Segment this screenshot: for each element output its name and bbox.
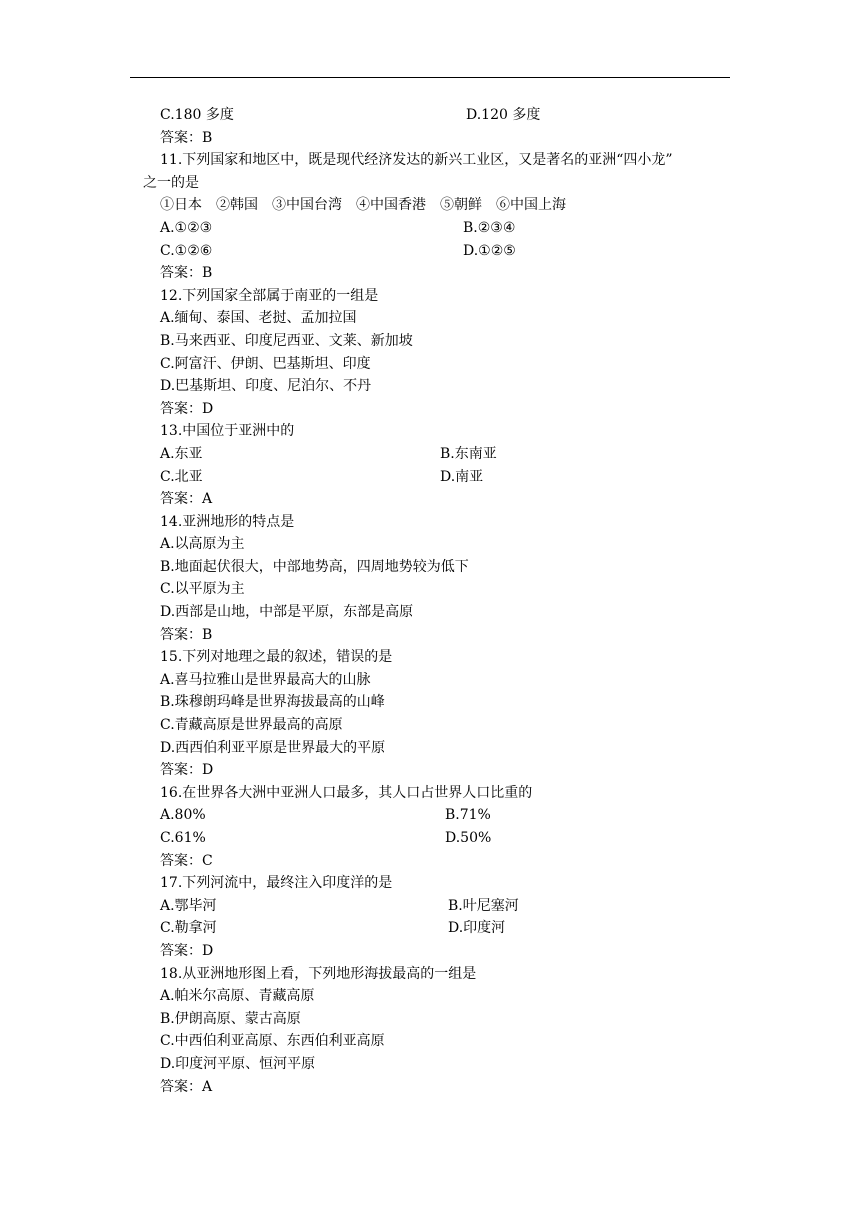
option-d: D.西西伯利亚平原是世界最大的平原 bbox=[160, 739, 386, 756]
option-a: A.80% bbox=[160, 807, 206, 824]
option-row bbox=[0, 895, 860, 918]
answer-line: 答案：B bbox=[160, 129, 213, 146]
option-b: B.马来西亚、印度尼西亚、文莱、新加坡 bbox=[160, 332, 413, 349]
question-stem: 14.亚洲地形的特点是 bbox=[160, 513, 295, 530]
option-c: C.阿富汗、伊朗、巴基斯坦、印度 bbox=[160, 355, 371, 372]
option-a: A.以高原为主 bbox=[160, 536, 245, 553]
option-a: A.喜马拉雅山是世界最高大的山脉 bbox=[160, 671, 371, 688]
option-c: C.180 多度 bbox=[160, 107, 234, 123]
option-b: B.地面起伏很大，中部地势高，四周地势较为低下 bbox=[160, 558, 469, 575]
option-d: D.120 多度 bbox=[466, 107, 541, 123]
answer-line: 答案：D bbox=[160, 762, 214, 779]
option-d: D.西部是山地，中部是平原，东部是高原 bbox=[160, 604, 414, 621]
option-d: D.印度河 bbox=[448, 920, 506, 937]
option-row bbox=[0, 217, 860, 240]
option-b: B.叶尼塞河 bbox=[448, 897, 519, 914]
option-d: D.50% bbox=[445, 830, 492, 846]
option-row bbox=[0, 804, 860, 827]
header-rule bbox=[130, 77, 730, 78]
option-b: B.东南亚 bbox=[440, 445, 497, 462]
option-row bbox=[0, 827, 860, 850]
option-c: C.北亚 bbox=[160, 468, 203, 485]
option-d: D.印度河平原、恒河平原 bbox=[160, 1055, 316, 1072]
question-stem: 18.从亚洲地形图上看，下列地形海拔最高的一组是 bbox=[160, 965, 477, 982]
option-a: A.①②③ bbox=[160, 219, 213, 236]
option-b: B.珠穆朗玛峰是世界海拔最高的山峰 bbox=[160, 694, 385, 711]
option-a: A.帕米尔高原、青藏高原 bbox=[160, 988, 315, 1005]
answer-line: 答案：D bbox=[160, 942, 214, 959]
option-c: C.中西伯利亚高原、东西伯利亚高原 bbox=[160, 1033, 385, 1050]
option-b: B.伊朗高原、蒙古高原 bbox=[160, 1010, 301, 1027]
document-body bbox=[0, 104, 860, 1098]
question-stem: 15.下列对地理之最的叙述，错误的是 bbox=[160, 649, 393, 666]
question-stem: 12.下列国家全部属于南亚的一组是 bbox=[160, 287, 379, 304]
option-row bbox=[0, 917, 860, 940]
option-a: A.东亚 bbox=[160, 445, 203, 462]
option-row bbox=[0, 443, 860, 466]
answer-line: 答案：A bbox=[160, 491, 213, 508]
question-stem: 17.下列河流中，最终注入印度洋的是 bbox=[160, 875, 393, 892]
question-items: ①日本 ②韩国 ③中国台湾 ④中国香港 ⑤朝鲜 ⑥中国上海 bbox=[160, 197, 566, 214]
option-c: C.以平原为主 bbox=[160, 581, 245, 598]
option-a: A.鄂毕河 bbox=[160, 897, 217, 914]
option-row bbox=[0, 104, 860, 127]
option-c: C.61% bbox=[160, 830, 206, 846]
option-b: B.②③④ bbox=[463, 219, 516, 236]
answer-line: 答案：B bbox=[160, 626, 213, 643]
question-stem: 16.在世界各大洲中亚洲人口最多，其人口占世界人口比重的 bbox=[160, 784, 533, 801]
option-d: D.巴基斯坦、印度、尼泊尔、不丹 bbox=[160, 378, 372, 395]
answer-line: 答案：D bbox=[160, 400, 214, 417]
answer-line: 答案：A bbox=[160, 1078, 213, 1095]
option-c: C.勒拿河 bbox=[160, 920, 217, 937]
option-a: A.缅甸、泰国、老挝、孟加拉国 bbox=[160, 310, 357, 327]
question-stem: 13.中国位于亚洲中的 bbox=[160, 423, 295, 440]
option-b: B.71% bbox=[445, 807, 491, 824]
question-stem: 11.下列国家和地区中，既是现代经济发达的新兴工业区，又是著名的亚洲“四小龙” bbox=[160, 152, 673, 169]
option-c: C.①②⑥ bbox=[160, 242, 213, 259]
answer-line: 答案：C bbox=[160, 852, 213, 869]
option-row bbox=[0, 466, 860, 489]
question-stem-continued: 之一的是 bbox=[143, 174, 199, 191]
option-d: D.①②⑤ bbox=[463, 242, 516, 259]
option-row bbox=[0, 240, 860, 263]
option-d: D.南亚 bbox=[440, 468, 484, 485]
answer-line: 答案：B bbox=[160, 265, 213, 282]
option-c: C.青藏高原是世界最高的高原 bbox=[160, 717, 343, 734]
